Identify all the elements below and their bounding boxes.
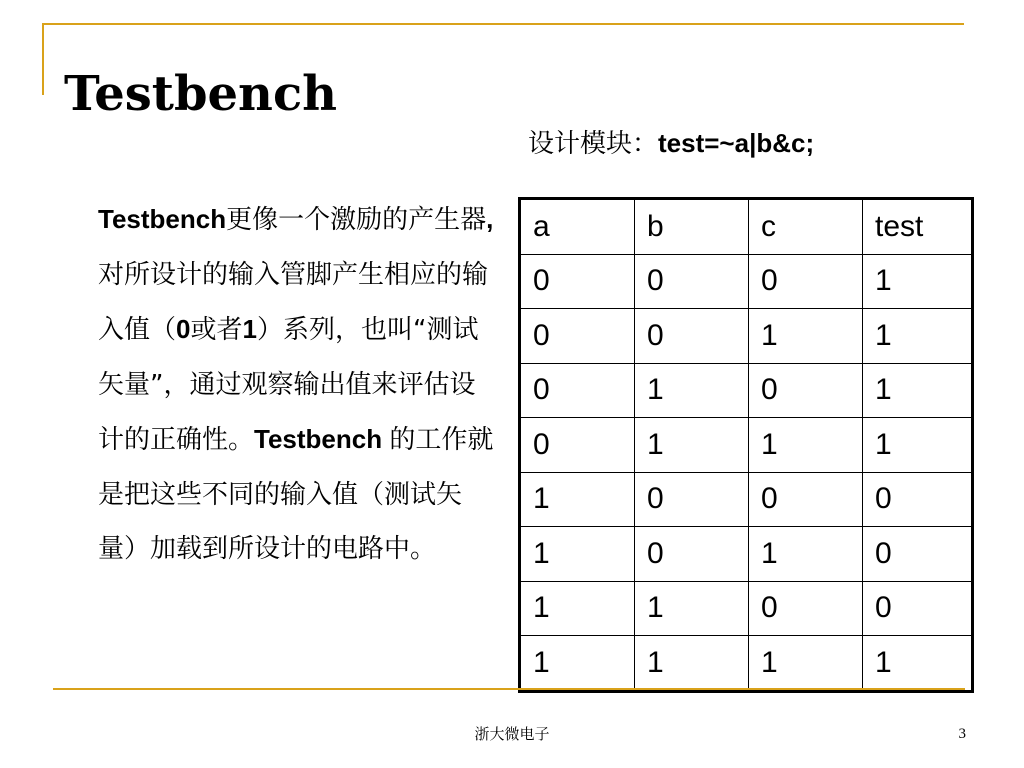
table-cell: 1: [749, 527, 863, 582]
table-row: [520, 636, 973, 692]
table-cell: 0: [749, 363, 863, 418]
title-accent-bar: [42, 23, 44, 95]
table-row: [520, 309, 973, 364]
paragraph-text-run: 0: [176, 314, 191, 344]
table-cell: 1: [635, 636, 749, 692]
table-cell: 0: [635, 309, 749, 364]
table-cell: 0: [863, 527, 973, 582]
paragraph-text-run: Testbench: [254, 424, 390, 454]
table-cell: 1: [635, 418, 749, 473]
table-header-row: [520, 199, 973, 255]
table-cell: 0: [635, 254, 749, 309]
page-number: 3: [958, 726, 966, 742]
table-cell: 1: [863, 363, 973, 418]
table-cell: 1: [749, 309, 863, 364]
table-cell: 0: [520, 418, 635, 473]
table-cell: 1: [863, 418, 973, 473]
paragraph-text-run: 的工作就是把这些不同的输入值（测试矢量）加载到所设计的电路中。: [98, 425, 494, 564]
table-cell: 0: [520, 309, 635, 364]
paragraph-text-run: ）系列，也叫“测试矢量”，通过观察输出值来评估设计的正确性。: [98, 315, 479, 455]
table-cell: 1: [863, 636, 973, 692]
truth-table: [518, 197, 974, 693]
paragraph-text-run: 更像一个激励的产生器: [226, 205, 487, 235]
paragraph-text-run: 1: [242, 314, 257, 344]
table-body: [520, 254, 973, 691]
footer-divider: [53, 688, 965, 690]
table-cell: 0: [520, 363, 635, 418]
table-cell: 1: [863, 254, 973, 309]
column-header-b: b: [635, 199, 749, 255]
table-cell: 1: [520, 636, 635, 692]
table-row: [520, 472, 973, 527]
table-row: [520, 363, 973, 418]
design-module-expression: test=~a|b&c;: [658, 128, 815, 158]
table-cell: 0: [863, 581, 973, 636]
table-cell: 0: [863, 472, 973, 527]
paragraph-text-run: 或者: [190, 315, 243, 345]
column-header-a: a: [520, 199, 635, 255]
table-cell: 0: [749, 472, 863, 527]
description-paragraph: [98, 192, 494, 577]
paragraph-text-run: Testbench: [98, 204, 227, 234]
table-cell: 1: [635, 581, 749, 636]
table-cell: 1: [863, 309, 973, 364]
design-module-label: 设计模块：: [528, 129, 659, 159]
column-header-c: c: [749, 199, 863, 255]
paragraph-text-run: ,: [486, 204, 494, 234]
table-cell: 1: [520, 472, 635, 527]
table-cell: 0: [520, 254, 635, 309]
slide-title: Testbench: [64, 66, 338, 123]
table-cell: 1: [520, 581, 635, 636]
table-row: [520, 527, 973, 582]
table-cell: 1: [749, 418, 863, 473]
table-row: [520, 254, 973, 309]
table-cell: 1: [520, 527, 635, 582]
table-cell: 0: [749, 581, 863, 636]
table-row: [520, 418, 973, 473]
table-row: [520, 581, 973, 636]
title-accent-line: [42, 23, 964, 25]
table-cell: 0: [635, 472, 749, 527]
paragraph-text-run: 对所设计的输入管脚产生相应的输入值（: [98, 259, 489, 345]
table-cell: 1: [749, 636, 863, 692]
column-header-test: test: [863, 199, 973, 255]
table-cell: 0: [749, 254, 863, 309]
footer-organization: 浙大微电子: [474, 725, 550, 743]
table-cell: 0: [635, 527, 749, 582]
table-cell: 1: [635, 363, 749, 418]
design-module-caption: [528, 130, 814, 157]
